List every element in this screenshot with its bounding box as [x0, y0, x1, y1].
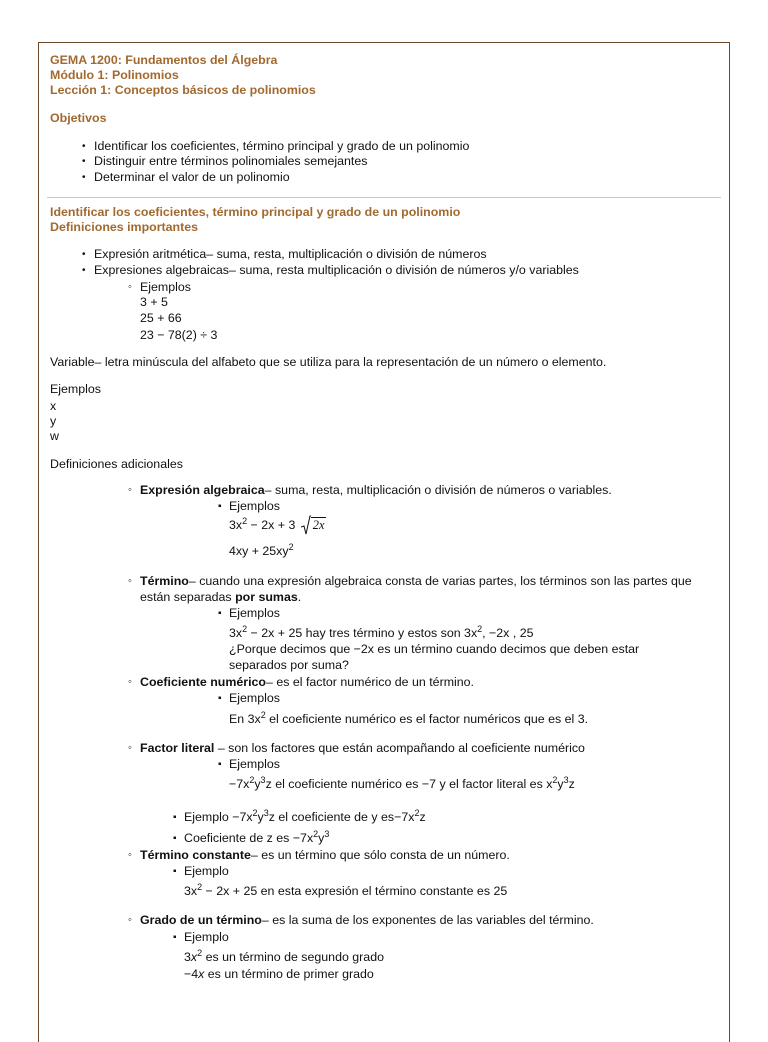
factor-subexample: ▪ Coeficiente de z es $-7x^2y^3$: [184, 831, 329, 846]
variable-example: w: [50, 429, 59, 443]
expr-example: $3x^2 - 2x + 3$ 2x: [229, 516, 325, 532]
grado-example: $3x^2$ es un término de segundo grado: [184, 948, 384, 964]
examples-label: ▪ Ejemplos: [229, 691, 280, 706]
definition-item: • Expresión aritmética– suma, resta, multiplicación o división de números: [94, 247, 487, 262]
examples-label: ◦ Ejemplos: [140, 280, 191, 295]
examples-label: ▪ Ejemplos: [229, 757, 280, 772]
objective-item: • Distinguir entre términos polinomiales semejantes: [94, 154, 367, 169]
sqrt-symbol: 2x: [301, 518, 327, 533]
example-label: ▪ Ejemplo: [184, 864, 229, 879]
def-termino-constante: ◦ Término constante– es un término que sólo consta de un número.: [140, 848, 510, 863]
def-termino: ◦ Término– cuando una expresión algebraica consta de varias partes, los términos son las partes que: [140, 574, 692, 589]
termino-question: separados por suma?: [229, 658, 349, 672]
termino-example: $3x^2 - 2x + 25$ hay tres término y estos son $3x^2$, −2x , 25: [229, 624, 534, 640]
variable-example: y: [50, 414, 57, 428]
section-title: Identificar los coeficientes, término principal y grado de un polinomio: [50, 205, 461, 219]
termino-question: ¿Porque decimos que −2x es un término cuando decimos que deben estar: [229, 642, 640, 656]
divider: [47, 197, 721, 198]
course-title: GEMA 1200: Fundamentos del Álgebra: [50, 53, 278, 67]
additional-definitions-label: Definiciones adicionales: [50, 457, 183, 471]
objective-item: • Determinar el valor de un polinomio: [94, 170, 290, 185]
examples-label: ▪ Ejemplos: [229, 606, 280, 621]
grado-example: −4x es un término de primer grado: [184, 967, 374, 981]
coef-example: En $3x^2$ el coeficiente numérico es el factor numéricos que es el 3.: [229, 710, 589, 726]
constante-example: $3x^2 - 2x + 25$ en esta expresión el término constante es 25: [184, 882, 508, 898]
objective-item: • Identificar los coeficientes, término principal y grado de un polinomio: [94, 139, 469, 154]
def-coeficiente: ◦ Coeficiente numérico– es el factor numérico de un término.: [140, 675, 474, 690]
variable-examples-label: Ejemplos: [50, 382, 101, 396]
def-factor-literal: ◦ Factor literal – son los factores que están acompañando al coeficiente numérico: [140, 741, 585, 756]
example-label: ▪ Ejemplo: [184, 930, 229, 945]
examples-label: ▪ Ejemplos: [229, 499, 280, 514]
definition-item: • Expresiones algebraicas– suma, resta multiplicación o división de números y/o variables: [94, 263, 579, 278]
section-subtitle: Definiciones importantes: [50, 220, 199, 234]
arith-example: 3 + 5: [140, 295, 168, 309]
module-title: Módulo 1: Polinomios: [50, 68, 179, 82]
factor-example: $-7x^2y^3z$ el coeficiente numérico es −7 y el factor literal es $x^2y^3z$: [229, 775, 575, 791]
def-grado: ◦ Grado de un término– es la suma de los exponentes de las variables del término.: [140, 913, 594, 928]
variable-example: x: [50, 399, 57, 413]
expr-example: $4xy + 25xy^2$: [229, 542, 294, 558]
factor-subexample: ▪ Ejemplo $-7x^2y^3z$ el coeficiente de y $es-7x^2z$: [184, 810, 426, 825]
arith-example: 23 − 78(2) ÷ 3: [140, 328, 218, 342]
def-termino-cont: están separadas por sumas.: [140, 590, 302, 604]
variable-definition: Variable– letra minúscula del alfabeto que se utiliza para la representación de un número o elemento.: [50, 355, 607, 369]
arith-example: 25 + 66: [140, 311, 182, 325]
objectives-heading: Objetivos: [50, 111, 107, 125]
lesson-title: Lección 1: Conceptos básicos de polinomios: [50, 83, 316, 97]
def-expresion-algebraica: ◦ Expresión algebraica– suma, resta, multiplicación o división de números o variables.: [140, 483, 612, 498]
